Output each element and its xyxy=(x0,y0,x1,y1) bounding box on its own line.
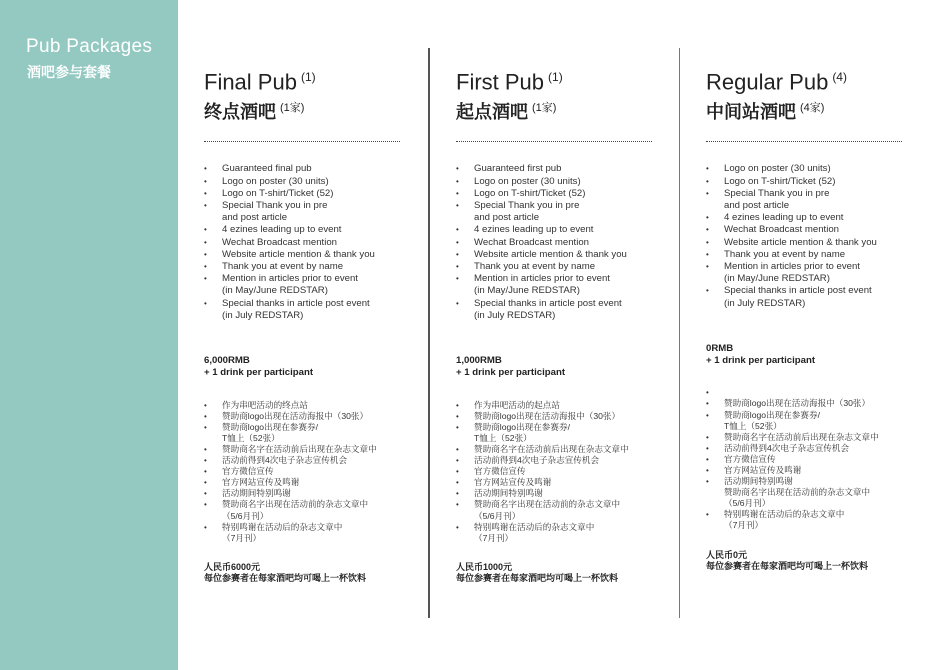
list-item: • 赞助商logo出现在参赛券/ T恤上（52张） xyxy=(204,422,404,444)
benefits-list-cn xyxy=(204,400,404,544)
list-item: • Website article mention & thank you xyxy=(204,249,404,261)
list-item: • Mention in articles prior to event (in May/June REDSTAR) xyxy=(204,273,404,297)
list-item: • Guaranteed first pub xyxy=(456,163,656,175)
list-item: • Website article mention & thank you xyxy=(456,249,656,261)
package-first-pub xyxy=(456,64,656,585)
list-item: • 赞助商logo出现在活动海报中（30张） xyxy=(706,398,906,409)
package-title-en: Regular Pub $^{(4)}$ xyxy=(706,69,847,95)
list-item: • Mention in articles prior to event (in May/June REDSTAR) xyxy=(706,261,906,285)
package-title-en: Final Pub $^{(1)}$ xyxy=(204,69,316,95)
package-regular-pub xyxy=(706,64,906,572)
list-item: • Special Thank you in pre and post article xyxy=(456,200,656,224)
benefits-list-cn xyxy=(706,387,906,531)
list-item: • Wechat Broadcast mention xyxy=(456,237,656,249)
list-item: • 赞助商名字在活动前后出现在杂志文章中 xyxy=(706,432,906,443)
sidebar-title-en: Pub Packages xyxy=(26,36,153,57)
package-title-cn: 起点酒吧 $^{(1家)}$ xyxy=(456,102,557,123)
column-divider-2 xyxy=(679,48,680,618)
list-item: • 特别鸣谢在活动后的杂志文章中 （7月刊） xyxy=(204,522,404,544)
list-item: • Logo on poster (30 units) xyxy=(706,163,906,175)
list-item: • 活动期间特别鸣谢 赞助商名字出现在活动前的杂志文章中 （5/6月刊） xyxy=(706,476,906,509)
list-item: • Wechat Broadcast mention xyxy=(204,237,404,249)
list-item: • 作为串吧活动的起点站 xyxy=(456,400,656,411)
benefits-list-cn xyxy=(456,400,656,544)
list-item: • 赞助商logo出现在参赛券/ T恤上（52张） xyxy=(706,410,906,432)
list-item: • 特别鸣谢在活动后的杂志文章中 （7月刊） xyxy=(456,522,656,544)
price-en: 0RMB + 1 drink per participant xyxy=(706,342,816,366)
list-item: • Logo on T-shirt/Ticket (52) xyxy=(456,188,656,200)
list-item: • Thank you at event by name xyxy=(706,249,906,261)
dotted-divider xyxy=(204,141,400,142)
list-item: • Thank you at event by name xyxy=(456,261,656,273)
list-item: • 活动期间特别鸣谢 xyxy=(204,488,404,499)
price-cn: 人民币6000元 每位参赛者在每家酒吧均可喝上一杯饮料 xyxy=(204,561,367,584)
price-en: 1,000RMB + 1 drink per participant xyxy=(456,354,566,378)
list-item: • 活动前得到4次电子杂志宣传机会 xyxy=(456,455,656,466)
price-en: 6,000RMB + 1 drink per participant xyxy=(204,354,314,378)
list-item: • Logo on T-shirt/Ticket (52) xyxy=(706,176,906,188)
list-item: • 作为串吧活动的终点站 xyxy=(204,400,404,411)
column-divider-1 xyxy=(428,48,430,618)
list-item: • 官方网站宣传及鸣谢 xyxy=(706,465,906,476)
list-item: • 官方微信宣传 xyxy=(706,454,906,465)
list-item: • 赞助商名字出现在活动前的杂志文章中 （5/6月刊） xyxy=(456,499,656,521)
benefits-list-en xyxy=(456,163,656,322)
list-item: • Website article mention & thank you xyxy=(706,237,906,249)
list-item: • 活动前得到4次电子杂志宣传机会 xyxy=(706,443,906,454)
list-item: • 活动期间特别鸣谢 xyxy=(456,488,656,499)
package-final-pub xyxy=(204,64,404,585)
list-item: • 官方网站宣传及鸣谢 xyxy=(456,477,656,488)
list-item xyxy=(706,387,906,398)
package-title-en: First Pub $^{(1)}$ xyxy=(456,69,563,95)
list-item: • Thank you at event by name xyxy=(204,261,404,273)
list-item: • Logo on poster (30 units) xyxy=(456,176,656,188)
list-item: • 赞助商logo出现在参赛券/ T恤上（52张） xyxy=(456,422,656,444)
package-title-cn: 中间站酒吧 $^{(4家)}$ xyxy=(706,102,825,123)
list-item: • Mention in articles prior to event (in May/June REDSTAR) xyxy=(456,273,656,297)
list-item: • Wechat Broadcast mention xyxy=(706,224,906,236)
list-item: • 活动前得到4次电子杂志宣传机会 xyxy=(204,455,404,466)
price-cn: 人民币0元 每位参赛者在每家酒吧均可喝上一杯饮料 xyxy=(706,549,869,571)
sidebar xyxy=(0,0,178,670)
list-item: • 4 ezines leading up to event xyxy=(456,224,656,236)
list-item: • 特别鸣谢在活动后的杂志文章中 （7月刊） xyxy=(706,509,906,531)
list-item: • 官方微信宣传 xyxy=(456,466,656,477)
list-item: • Guaranteed final pub xyxy=(204,163,404,175)
package-title-cn: 终点酒吧 $^{(1家)}$ xyxy=(204,102,305,123)
list-item: • 赞助商logo出现在活动海报中（30张） xyxy=(456,411,656,422)
list-item: • Special thanks in article post event (in July REDSTAR) xyxy=(204,298,404,322)
list-item: • Special Thank you in pre and post article xyxy=(204,200,404,224)
list-item: • Logo on T-shirt/Ticket (52) xyxy=(204,188,404,200)
list-item: • 官方网站宣传及鸣谢 xyxy=(204,477,404,488)
list-item: • 赞助商名字在活动前后出现在杂志文章中 xyxy=(456,444,656,455)
list-item: • 4 ezines leading up to event xyxy=(204,224,404,236)
list-item: • Special thanks in article post event (in July REDSTAR) xyxy=(456,298,656,322)
dotted-divider xyxy=(456,141,652,142)
list-item: • Special Thank you in pre and post article xyxy=(706,188,906,212)
benefits-list-en xyxy=(706,163,906,309)
price-cn: 人民币1000元 每位参赛者在每家酒吧均可喝上一杯饮料 xyxy=(456,561,619,584)
list-item: • 赞助商名字在活动前后出现在杂志文章中 xyxy=(204,444,404,455)
list-item: • Special thanks in article post event (in July REDSTAR) xyxy=(706,285,906,309)
list-item: • 官方微信宣传 xyxy=(204,466,404,477)
list-item: • 4 ezines leading up to event xyxy=(706,212,906,224)
dotted-divider xyxy=(706,141,902,142)
list-item: • Logo on poster (30 units) xyxy=(204,176,404,188)
list-item: • 赞助商名字出现在活动前的杂志文章中 （5/6月刊） xyxy=(204,499,404,521)
sidebar-title-cn: 酒吧参与套餐 xyxy=(27,64,111,80)
benefits-list-en xyxy=(204,163,404,322)
list-item: • 赞助商logo出现在活动海报中（30张） xyxy=(204,411,404,422)
